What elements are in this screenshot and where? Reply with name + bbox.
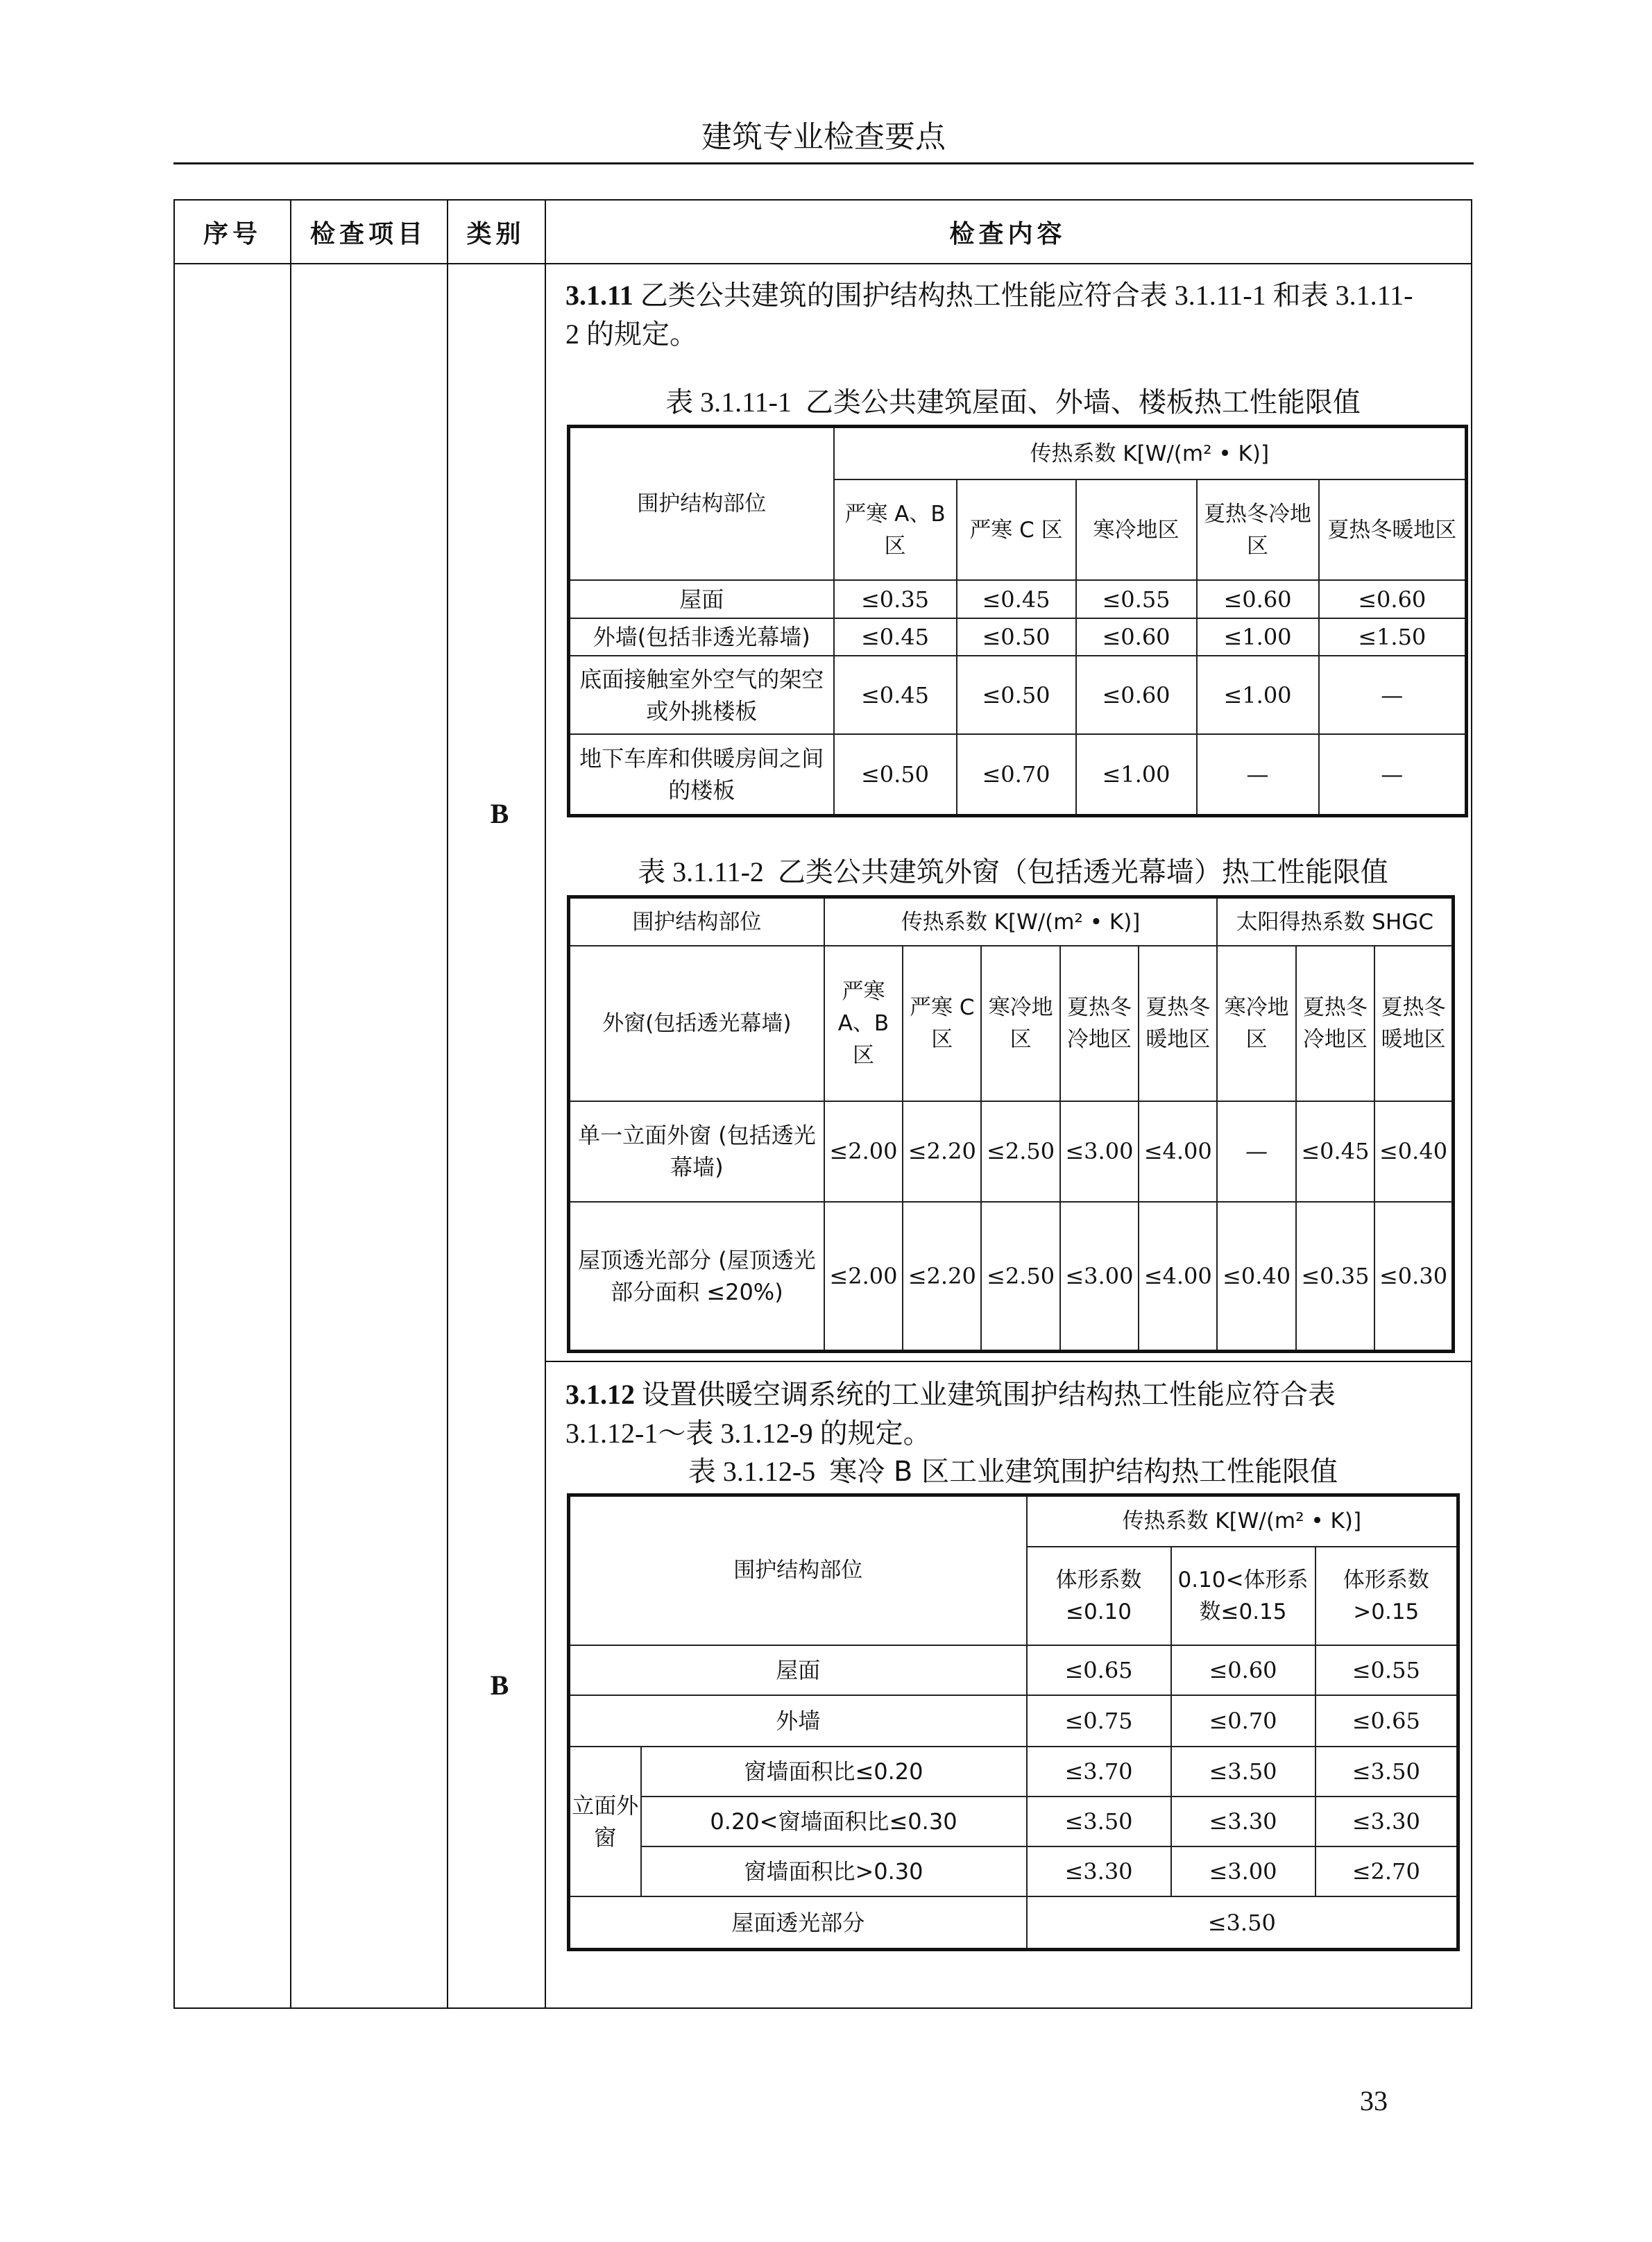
cell: ≤4.00 xyxy=(1139,1202,1217,1352)
page-header: 建筑专业检查要点 xyxy=(701,119,946,155)
cell: ≤0.45 xyxy=(834,618,957,656)
cell: ≤0.35 xyxy=(1296,1202,1374,1352)
row-label: 屋顶透光部分 (屋顶透光部分面积 ≤20%) xyxy=(569,1202,824,1352)
cell: ≤0.45 xyxy=(1296,1101,1374,1202)
column-header: 夏热冬暖地区 xyxy=(1319,479,1467,580)
row-label: 屋面 xyxy=(569,1645,1027,1695)
cell: ≤0.40 xyxy=(1217,1202,1295,1352)
page-number: 33 xyxy=(1360,2085,1388,2116)
table-row xyxy=(569,1797,1458,1846)
table-row xyxy=(569,618,1467,656)
column-header: 体形系数 >0.15 xyxy=(1315,1547,1458,1645)
col-divider xyxy=(447,201,448,2007)
cell: — xyxy=(1319,656,1467,734)
cell: ≤0.60 xyxy=(1319,580,1467,618)
cell: ≤0.65 xyxy=(1315,1695,1458,1747)
col-divider xyxy=(545,201,546,2007)
header-rule xyxy=(173,162,1474,164)
table-caption xyxy=(565,855,1461,890)
cell: ≤0.65 xyxy=(1027,1645,1171,1695)
cell: ≤2.50 xyxy=(981,1202,1059,1352)
table-caption xyxy=(565,1454,1461,1489)
cell: ≤3.30 xyxy=(1027,1846,1171,1896)
row-label: 外墙 xyxy=(569,1695,1027,1747)
thermal-table-3 xyxy=(567,1493,1460,1951)
table-caption xyxy=(565,385,1461,420)
row-divider xyxy=(175,263,1471,264)
category-label: B xyxy=(490,798,509,829)
table-row xyxy=(569,1202,1454,1352)
group-header: 传热系数 K[W/(m² • K)] xyxy=(1027,1495,1458,1547)
cell: ≤2.50 xyxy=(981,1101,1059,1202)
clause-text: 2 的规定。 xyxy=(565,319,697,350)
cell: ≤0.60 xyxy=(1171,1645,1315,1695)
cell: ≤0.60 xyxy=(1197,580,1319,618)
clause-text: 设置供暖空调系统的工业建筑围护结构热工性能应符合表 xyxy=(642,1379,1336,1410)
row-label: 单一立面外窗 (包括透光幕墙) xyxy=(569,1101,824,1202)
row-divider xyxy=(545,1361,1471,1362)
table-row xyxy=(569,1645,1458,1695)
caption-title: 乙类公共建筑屋面、外墙、楼板热工性能限值 xyxy=(805,387,1361,418)
column-header: 严寒 A、B 区 xyxy=(824,946,903,1101)
category-label: B xyxy=(490,1670,509,1701)
cell: ≤3.50 xyxy=(1027,1896,1458,1949)
table-row xyxy=(569,1896,1458,1949)
cell: ≤3.70 xyxy=(1027,1747,1171,1797)
column-header: 严寒 C 区 xyxy=(957,479,1076,580)
column-header: 夏热冬冷地区 xyxy=(1296,946,1374,1101)
header-category: 类别 xyxy=(466,219,525,248)
cell: — xyxy=(1197,734,1319,815)
header-index: 序号 xyxy=(203,219,262,248)
clause-paragraph xyxy=(565,276,1461,354)
column-header: 夏热冬暖地区 xyxy=(1139,946,1217,1101)
cell: ≤3.00 xyxy=(1171,1846,1315,1896)
cell: ≤0.60 xyxy=(1076,656,1197,734)
column-header: 严寒 C 区 xyxy=(903,946,981,1101)
column-header: 体形系数 ≤0.10 xyxy=(1027,1547,1171,1645)
caption-number: 表 3.1.11-2 xyxy=(638,856,764,888)
cell: ≤0.30 xyxy=(1374,1202,1453,1352)
cell: ≤2.00 xyxy=(824,1202,903,1352)
column-header: 寒冷地区 xyxy=(1217,946,1295,1101)
group-header: 传热系数 K[W/(m² • K)] xyxy=(824,897,1218,946)
cell: — xyxy=(1217,1101,1295,1202)
caption-title: 乙类公共建筑外窗（包括透光幕墙）热工性能限值 xyxy=(777,856,1388,888)
cell: ≤2.00 xyxy=(824,1101,903,1202)
cell: ≤2.70 xyxy=(1315,1846,1458,1896)
column-header: 0.10<体形系数≤0.15 xyxy=(1171,1547,1315,1645)
thermal-table-1 xyxy=(567,425,1468,817)
clause-text: 3.1.12-1～表 3.1.12-9 的规定。 xyxy=(565,1418,931,1449)
row-header: 围护结构部位 xyxy=(569,1495,1027,1645)
cell: ≤0.70 xyxy=(1171,1695,1315,1747)
table-row xyxy=(569,1695,1458,1747)
cell: ≤3.30 xyxy=(1315,1797,1458,1846)
group-header: 传热系数 K[W/(m² • K)] xyxy=(834,427,1467,480)
group-header: 太阳得热系数 SHGC xyxy=(1217,897,1453,946)
cell: ≤0.50 xyxy=(957,618,1076,656)
cell: ≤3.50 xyxy=(1027,1797,1171,1846)
row-label: 窗墙面积比≤0.20 xyxy=(641,1747,1027,1797)
cell: ≤1.00 xyxy=(1076,734,1197,815)
row-header: 围护结构部位 xyxy=(569,427,834,581)
header-check-item: 检查项目 xyxy=(309,219,427,248)
cell: ≤2.20 xyxy=(903,1101,981,1202)
column-header: 夏热冬冷地区 xyxy=(1060,946,1139,1101)
row-label: 窗墙面积比>0.30 xyxy=(641,1846,1027,1896)
caption-title: 寒冷 B 区工业建筑围护结构热工性能限值 xyxy=(829,1456,1338,1488)
caption-number: 表 3.1.11-1 xyxy=(665,387,792,418)
window-group-label: 立面外窗 xyxy=(569,1747,641,1896)
row-label: 屋面 xyxy=(569,580,834,618)
column-header: 夏热冬暖地区 xyxy=(1374,946,1453,1101)
row-label: 外墙(包括非透光幕墙) xyxy=(569,618,834,656)
thermal-table-2 xyxy=(567,895,1455,1353)
cell: ≤1.50 xyxy=(1319,618,1467,656)
row-label: 0.20<窗墙面积比≤0.30 xyxy=(641,1797,1027,1846)
cell: ≤0.70 xyxy=(957,734,1076,815)
cell: ≤0.60 xyxy=(1076,618,1197,656)
subheader-label: 外窗(包括透光幕墙) xyxy=(569,946,824,1101)
clause-paragraph xyxy=(565,1375,1461,1453)
clause-number: 3.1.11 xyxy=(565,280,633,311)
col-divider xyxy=(290,201,291,2007)
table-row xyxy=(569,580,1467,618)
cell: ≤0.45 xyxy=(834,656,957,734)
cell: ≤3.30 xyxy=(1171,1797,1315,1846)
row-label: 底面接触室外空气的架空或外挑楼板 xyxy=(569,656,834,734)
cell: ≤3.50 xyxy=(1315,1747,1458,1797)
cell: ≤3.00 xyxy=(1060,1101,1139,1202)
cell: ≤1.00 xyxy=(1197,618,1319,656)
cell: ≤0.75 xyxy=(1027,1695,1171,1747)
row-label: 地下车库和供暖房间之间的楼板 xyxy=(569,734,834,815)
cell: ≤0.50 xyxy=(834,734,957,815)
cell: ≤0.55 xyxy=(1076,580,1197,618)
table-row xyxy=(569,656,1467,734)
cell: — xyxy=(1319,734,1467,815)
column-header: 寒冷地区 xyxy=(981,946,1059,1101)
table-row xyxy=(569,1846,1458,1896)
clause-text: 乙类公共建筑的围护结构热工性能应符合表 3.1.11-1 和表 3.1.11- xyxy=(640,280,1413,311)
column-header: 严寒 A、B 区 xyxy=(834,479,957,580)
cell: ≤3.00 xyxy=(1060,1202,1139,1352)
cell: ≤0.40 xyxy=(1374,1101,1453,1202)
row-label: 屋面透光部分 xyxy=(569,1896,1027,1949)
cell: ≤1.00 xyxy=(1197,656,1319,734)
caption-number: 表 3.1.12-5 xyxy=(688,1456,816,1487)
cell: ≤0.50 xyxy=(957,656,1076,734)
header-check-content: 检查内容 xyxy=(949,219,1066,248)
cell: ≤0.45 xyxy=(957,580,1076,618)
cell: ≤0.55 xyxy=(1315,1645,1458,1695)
cell: ≤4.00 xyxy=(1139,1101,1217,1202)
cell: ≤2.20 xyxy=(903,1202,981,1352)
cell: ≤0.35 xyxy=(834,580,957,618)
column-header: 寒冷地区 xyxy=(1076,479,1197,580)
cell: ≤3.50 xyxy=(1171,1747,1315,1797)
table-row xyxy=(569,1747,1458,1797)
row-header: 围护结构部位 xyxy=(569,897,824,946)
table-row xyxy=(569,734,1467,815)
column-header: 夏热冬冷地区 xyxy=(1197,479,1319,580)
table-row xyxy=(569,1101,1454,1202)
clause-number: 3.1.12 xyxy=(565,1379,635,1410)
